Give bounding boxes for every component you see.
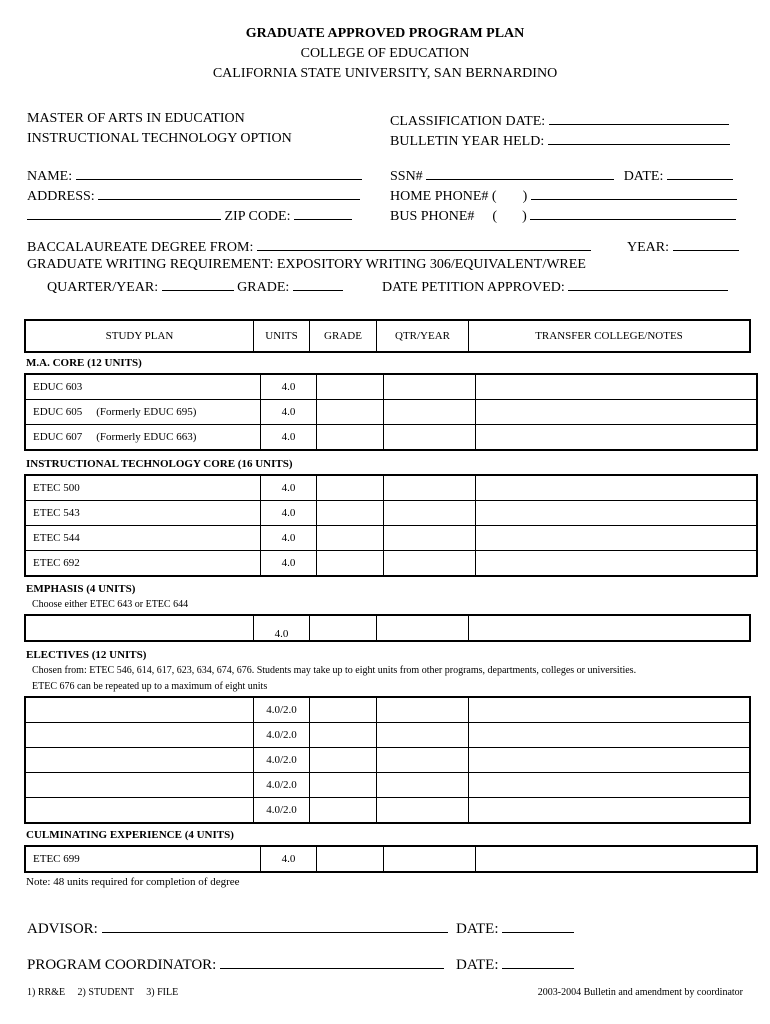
home-phone-row: HOME PHONE# ( ): [390, 186, 737, 205]
header-transfer-notes: TRANSFER COLLEGE/NOTES: [469, 320, 751, 352]
electives-table: [24, 696, 751, 824]
units-cell: 4.0: [254, 615, 310, 641]
table-row: [25, 475, 757, 501]
units-cell: 4.0: [261, 846, 317, 872]
core-table: [24, 373, 758, 451]
date-field[interactable]: [667, 166, 733, 180]
section-title-culminating: CULMINATING EXPERIENCE (4 UNITS): [26, 829, 234, 841]
qtr-year-cell[interactable]: [377, 773, 469, 798]
classification-date-field[interactable]: [549, 111, 729, 125]
grade-cell[interactable]: [310, 798, 377, 824]
year-row: YEAR:: [627, 237, 739, 256]
qtr-year-cell[interactable]: [384, 551, 476, 577]
qtr-year-cell[interactable]: [384, 374, 476, 400]
coordinator-row: PROGRAM COORDINATOR:: [27, 954, 444, 974]
course-cell[interactable]: [25, 773, 254, 798]
notes-cell[interactable]: [476, 551, 758, 577]
qtr-year-cell[interactable]: [377, 723, 469, 748]
bus-phone-row: BUS PHONE# ( ): [390, 206, 736, 225]
advisor-signature-field[interactable]: [102, 918, 448, 933]
course-cell: ETEC 692: [25, 551, 261, 577]
grade-cell[interactable]: [317, 551, 384, 577]
qtr-year-cell[interactable]: [377, 697, 469, 723]
qtr-year-cell[interactable]: [384, 501, 476, 526]
notes-cell[interactable]: [469, 615, 751, 641]
units-cell: 4.0: [261, 425, 317, 451]
form-title: GRADUATE APPROVED PROGRAM PLAN: [245, 26, 525, 41]
address-field[interactable]: [98, 186, 360, 200]
course-cell: EDUC 607 (Formerly EDUC 663): [25, 425, 261, 451]
table-row: [25, 615, 750, 641]
grade-cell[interactable]: [317, 475, 384, 501]
table-row: [25, 846, 757, 872]
home-phone-field[interactable]: [531, 186, 737, 200]
classification-date: CLASSIFICATION DATE:: [390, 111, 729, 130]
grade-cell[interactable]: [317, 374, 384, 400]
advisor-date-field[interactable]: [502, 918, 574, 933]
header-qtr-year: QTR/YEAR: [377, 320, 469, 352]
name-row: NAME:: [27, 166, 362, 185]
grade-field[interactable]: [293, 277, 343, 291]
notes-cell[interactable]: [469, 723, 751, 748]
grade-cell[interactable]: [317, 400, 384, 425]
table-row: [25, 526, 757, 551]
grade-cell[interactable]: [317, 501, 384, 526]
table-row: [25, 551, 757, 577]
name-field[interactable]: [76, 166, 362, 180]
course-cell: EDUC 603: [25, 374, 261, 400]
units-cell: 4.0/2.0: [254, 748, 310, 773]
section-title-emphasis: EMPHASIS (4 UNITS): [26, 583, 136, 595]
course-cell: ETEC 699: [25, 846, 261, 872]
units-note: Note: 48 units required for completion of degree: [26, 876, 240, 888]
notes-cell[interactable]: [476, 846, 758, 872]
emphasis-table: [24, 614, 751, 642]
advisor-row: ADVISOR:: [27, 918, 448, 938]
grade-cell[interactable]: [317, 526, 384, 551]
petition-row: DATE PETITION APPROVED:: [382, 277, 728, 296]
table-row: [25, 773, 750, 798]
petition-field[interactable]: [568, 277, 728, 291]
grade-cell[interactable]: [317, 846, 384, 872]
option-name: INSTRUCTIONAL TECHNOLOGY OPTION: [27, 131, 292, 146]
table-row: [25, 374, 757, 400]
table-row: [25, 501, 757, 526]
notes-cell[interactable]: [469, 798, 751, 824]
coordinator-signature-field[interactable]: [220, 954, 444, 969]
college-name: COLLEGE OF EDUCATION: [300, 46, 470, 61]
notes-cell[interactable]: [476, 475, 758, 501]
quarter-field[interactable]: [162, 277, 234, 291]
units-cell: 4.0: [261, 400, 317, 425]
bacc-row: BACCALAUREATE DEGREE FROM:: [27, 237, 591, 256]
qtr-year-cell[interactable]: [384, 425, 476, 451]
table-row: [25, 748, 750, 773]
address-row: ADDRESS:: [27, 186, 360, 205]
advisor-date-row: DATE:: [456, 918, 574, 938]
grade-cell[interactable]: [310, 748, 377, 773]
electives-instructions-2: ETEC 676 can be repeated up to a maximum of eight units: [32, 681, 268, 692]
bulletin-year: BULLETIN YEAR HELD:: [390, 131, 730, 150]
notes-cell[interactable]: [476, 526, 758, 551]
qtr-year-cell[interactable]: [377, 798, 469, 824]
table-row: [25, 723, 750, 748]
course-cell: ETEC 543: [25, 501, 261, 526]
qtr-year-cell[interactable]: [384, 846, 476, 872]
section-title-electives: ELECTIVES (12 UNITS): [26, 649, 147, 661]
table-row: [25, 697, 750, 723]
grade-cell[interactable]: [310, 615, 377, 641]
table-row: [25, 400, 757, 425]
qtr-year-cell[interactable]: [377, 748, 469, 773]
study-plan-header: [24, 319, 751, 353]
units-cell: 4.0: [261, 475, 317, 501]
electives-instructions-1: Chosen from: ETEC 546, 614, 617, 623, 634, 674, 676. Students may take up to eight units from other programs, departments, colleges or universities.: [32, 665, 637, 676]
bus-phone-field[interactable]: [530, 206, 736, 220]
header-grade: GRADE: [310, 320, 377, 352]
course-cell: ETEC 544: [25, 526, 261, 551]
qtr-year-cell[interactable]: [384, 475, 476, 501]
notes-cell[interactable]: [469, 697, 751, 723]
units-cell: 4.0: [261, 526, 317, 551]
units-cell: 4.0/2.0: [254, 697, 310, 723]
course-cell[interactable]: [25, 615, 254, 641]
qtr-year-cell[interactable]: [377, 615, 469, 641]
bulletin-note: 2003-2004 Bulletin and amendment by coordinator: [537, 987, 743, 998]
units-cell: 4.0/2.0: [254, 798, 310, 824]
table-row: [25, 798, 750, 824]
gwr-text: GRADUATE WRITING REQUIREMENT: EXPOSITORY WRITING 306/EQUIVALENT/WREE: [27, 257, 586, 272]
city-field[interactable]: [27, 206, 221, 220]
ssn-field[interactable]: [426, 166, 614, 180]
city-zip-row: ZIP CODE:: [27, 206, 352, 225]
notes-cell[interactable]: [469, 773, 751, 798]
course-cell[interactable]: [25, 798, 254, 824]
itcore-table: [24, 474, 758, 577]
ssn-row: SSN# DATE:: [390, 166, 733, 185]
zip-field[interactable]: [294, 206, 352, 220]
table-row: [25, 425, 757, 451]
section-title-core: M.A. CORE (12 UNITS): [26, 357, 142, 369]
quarter-row: QUARTER/YEAR: GRADE:: [47, 277, 343, 296]
units-cell: 4.0: [261, 551, 317, 577]
units-cell: 4.0: [261, 501, 317, 526]
distribution-copies: 1) RR&E 2) STUDENT 3) FILE: [27, 987, 179, 998]
course-cell[interactable]: [25, 723, 254, 748]
header-study-plan: STUDY PLAN: [25, 320, 254, 352]
notes-cell[interactable]: [476, 400, 758, 425]
grade-cell[interactable]: [310, 773, 377, 798]
header-units: UNITS: [254, 320, 310, 352]
qtr-year-cell[interactable]: [384, 400, 476, 425]
bulletin-year-field[interactable]: [548, 131, 730, 145]
course-cell[interactable]: [25, 748, 254, 773]
grade-cell[interactable]: [310, 723, 377, 748]
course-cell[interactable]: [25, 697, 254, 723]
emphasis-instructions: Choose either ETEC 643 or ETEC 644: [32, 599, 189, 610]
notes-cell[interactable]: [476, 425, 758, 451]
degree-name: MASTER OF ARTS IN EDUCATION: [27, 111, 245, 126]
units-cell: 4.0/2.0: [254, 723, 310, 748]
notes-cell[interactable]: [476, 501, 758, 526]
coordinator-date-field[interactable]: [502, 954, 574, 969]
university-name: CALIFORNIA STATE UNIVERSITY, SAN BERNARDINO: [212, 66, 558, 81]
coordinator-date-row: DATE:: [456, 954, 574, 974]
grade-cell[interactable]: [317, 425, 384, 451]
section-title-itcore: INSTRUCTIONAL TECHNOLOGY CORE (16 UNITS): [26, 458, 293, 470]
qtr-year-cell[interactable]: [384, 526, 476, 551]
units-cell: 4.0: [261, 374, 317, 400]
course-cell: EDUC 605 (Formerly EDUC 695): [25, 400, 261, 425]
year-field[interactable]: [673, 237, 739, 251]
units-cell: 4.0/2.0: [254, 773, 310, 798]
notes-cell[interactable]: [469, 748, 751, 773]
bacc-field[interactable]: [257, 237, 591, 251]
notes-cell[interactable]: [476, 374, 758, 400]
course-cell: ETEC 500: [25, 475, 261, 501]
culminating-table: [24, 845, 758, 873]
grade-cell[interactable]: [310, 697, 377, 723]
